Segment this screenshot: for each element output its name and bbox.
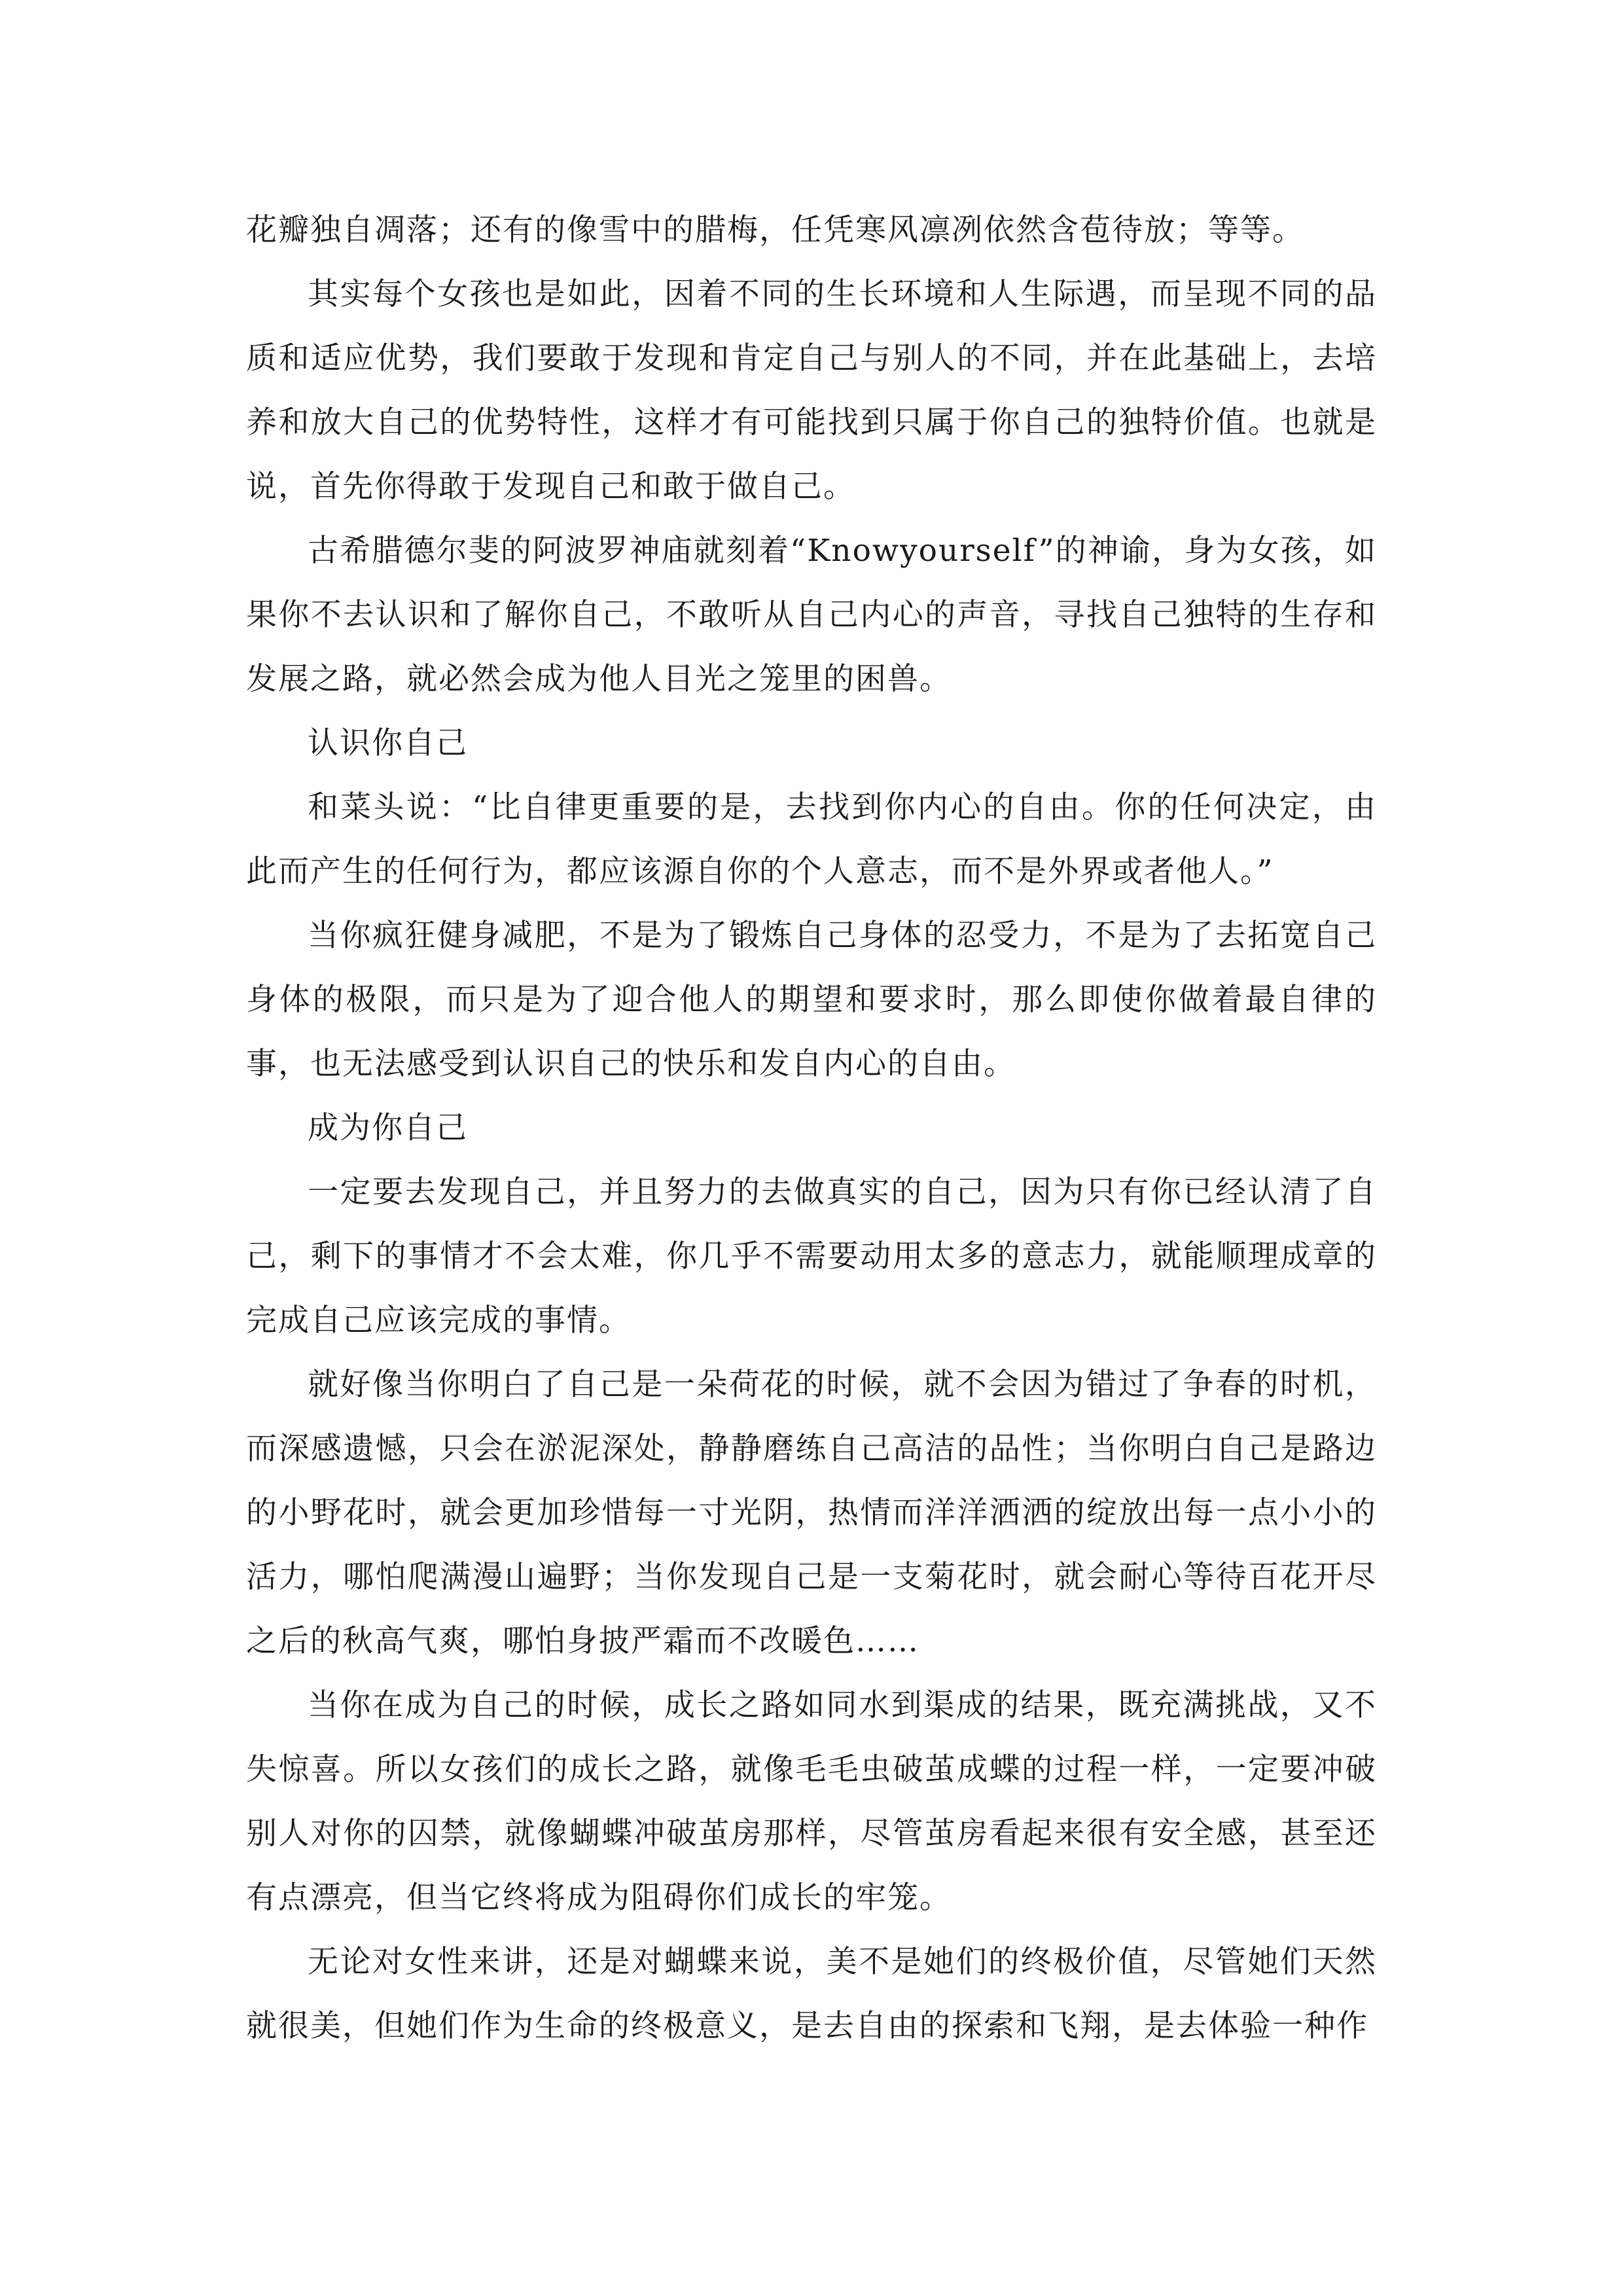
- section-heading-be-yourself: 成为你自己: [308, 1110, 468, 1146]
- paragraph-7: 就好像当你明白了自己是一朵荷花的时候，就不会因为错过了争春的时机，而深感遗憾，只会在淤泥深处，静静磨练自己高洁的品性；当你明白自己是路边的小野花时，就会更加珍惜每一寸光阴，热情而洋洋洒洒的绽放出每一点小小的活力，哪怕爬满漫山遍野；当你发现自己是一支菊花时，就会耐心等待百花开尽之后的秋高气爽，哪怕身披严霜而不改暖色……: [246, 1367, 1377, 1659]
- paragraph-1: 花瓣独自凋落；还有的像雪中的腊梅，任凭寒风凛冽依然含苞待放；等等。: [246, 212, 1304, 248]
- paragraph-3: 古希腊德尔斐的阿波罗神庙就刻着“Knowyourself”的神谕，身为女孩，如果你不去认识和了解你自己，不敢听从自己内心的声音，寻找自己独特的生存和发展之路，就必然会成为他人目光之笼里的困兽。: [246, 533, 1377, 697]
- paragraph-6: 一定要去发现自己，并且努力的去做真实的自己，因为只有你已经认清了自己，剩下的事情才不会太难，你几乎不需要动用太多的意志力，就能顺理成章的完成自己应该完成的事情。: [246, 1174, 1377, 1338]
- paragraph-9: 无论对女性来讲，还是对蝴蝶来说，美不是她们的终极价值，尽管她们天然就很美，但她们作为生命的终极意义，是去自由的探索和飞翔，是去体验一种作: [246, 1944, 1377, 2044]
- paragraph-8: 当你在成为自己的时候，成长之路如同水到渠成的结果，既充满挑战，又不失惊喜。所以女孩们的成长之路，就像毛毛虫破茧成蝶的过程一样，一定要冲破别人对你的囚禁，就像蝴蝶冲破茧房那样，尽管茧房看起来很有安全感，甚至还有点漂亮，但当它终将成为阻碍你们成长的牢笼。: [246, 1687, 1377, 1916]
- paragraph-5: 当你疯狂健身减肥，不是为了锻炼自己身体的忍受力，不是为了去拓宽自己身体的极限，而只是为了迎合他人的期望和要求时，那么即使你做着最自律的事，也无法感受到认识自己的快乐和发自内心的自由。: [246, 918, 1377, 1082]
- paragraph-2: 其实每个女孩也是如此，因着不同的生长环境和人生际遇，而呈现不同的品质和适应优势，我们要敢于发现和肯定自己与别人的不同，并在此基础上，去培养和放大自己的优势特性，这样才有可能找到只属于你自己的独特价值。也就是说，首先你得敢于发现自己和敢于做自己。: [246, 276, 1377, 505]
- section-heading-know-yourself: 认识你自己: [308, 725, 468, 761]
- document-body: [246, 198, 1377, 2058]
- paragraph-4: 和菜头说：“比自律更重要的是，去找到你内心的自由。你的任何决定，由此而产生的任何行为，都应该源自你的个人意志，而不是外界或者他人。”: [246, 789, 1377, 889]
